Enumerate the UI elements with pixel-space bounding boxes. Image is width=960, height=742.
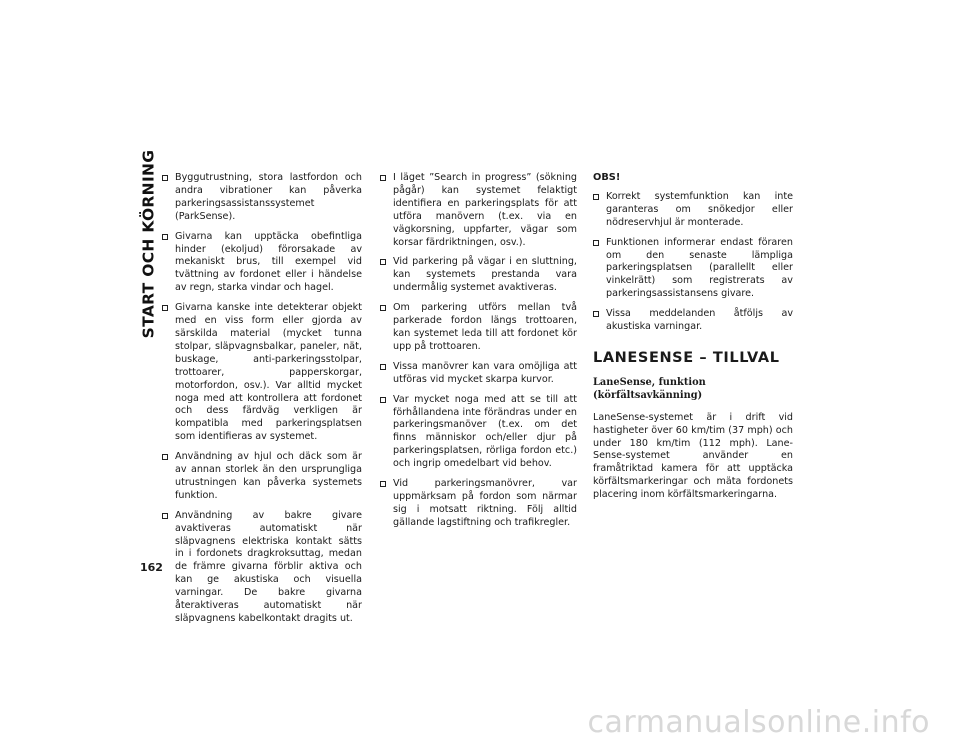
checkbox-bullet-icon [162,454,168,460]
bullet-item: Korrekt systemfunktion kan inte garanteras om snökedjor eller nödreservhjul är monterade. [593,191,793,230]
bullet-item: Om parkering utförs mellan två parkerade fordon längs trottoaren, kan systemet leda till att fordonet kör upp på trottoaren. [380,302,577,354]
subsection-heading: LaneSense, funktion (körfältsavkänning) [593,376,706,401]
checkbox-bullet-icon [162,305,168,311]
checkbox-bullet-icon [380,397,386,403]
column-2 [380,172,577,537]
bullet-item: Vissa meddelanden åtföljs av akustiska varningar. [593,308,793,334]
bullet-item: Var mycket noga med att se till att förhållandena inte förändras under en parkeringsmanöver (t.ex. om det finns människor och/eller djur på parkeringsplatsen, rörliga fordon etc.) och ingrip omedelbart vid behov. [380,394,577,471]
checkbox-bullet-icon [380,364,386,370]
bullet-item: Vid parkeringsmanövrer, var uppmärksam på fordon som närmar sig i motsatt riktning. Följ alltid gällande lagstiftning och trafikregler. [380,478,577,530]
checkbox-bullet-icon [593,311,599,317]
bullet-item: I läget ”Search in progress” (sökning pågår) kan systemet felaktigt identifiera en parkeringsplats för att utföra manövern (t.ex. via en vägkorsning, uppfarter, vägar som korsar färdriktningen, osv.). [380,172,577,249]
note-label: OBS! [593,172,621,183]
checkbox-bullet-icon [162,513,168,519]
checkbox-bullet-icon [380,175,386,181]
page-number: 162 [140,561,163,574]
body-paragraph: LaneSense-systemet är i drift vid hastigheter över 60 km/tim (37 mph) och under 180 km/tim (112 mph). LaneSense-systemet använder en framåtriktad kamera för att upptäcka körfältsmarkeringar och mäta fordonets placering inom körfältsmarkeringarna. [593,411,793,501]
checkbox-bullet-icon [380,259,386,265]
checkbox-bullet-icon [162,175,168,181]
section-title: START OCH KÖRNING [139,149,157,339]
bullet-item: Givarna kan upptäcka obefintliga hinder (ekoljud) förorsakade av mekaniskt brus, till exempel vid tvättning av fordonet eller i händelse av regn, starka vindar och hagel. [162,231,362,296]
bullet-item: Byggutrustning, stora lastfordon och andra vibrationer kan påverka parkeringsassistanssystemet (ParkSense). [162,172,362,224]
watermark: carmanualsonline.info [587,705,930,740]
bullet-item: Funktionen informerar endast föraren om den senaste lämpliga parkeringsplatsen (parallellt eller vinkelrätt) som registrerats av parkeringsassistansens givare. [593,237,793,302]
checkbox-bullet-icon [593,240,599,246]
checkbox-bullet-icon [593,194,599,200]
bullet-item: Vid parkering på vägar i en sluttning, kan systemets prestanda vara undermålig systemet avaktiveras. [380,256,577,295]
bullet-item: Användning av hjul och däck som är av annan storlek än den ursprungliga utrustningen kan påverka systemets funktion. [162,451,362,503]
checkbox-bullet-icon [380,305,386,311]
section-heading: LANESENSE – TILLVAL [593,349,780,366]
checkbox-bullet-icon [162,234,168,240]
column-3 [593,172,793,502]
bullet-item: Användning av bakre givare avaktiveras automatiskt när släpvagnens elektriska kontakt sätts in i fordonets dragkroksuttag, medan de främre givarna förblir aktiva och kan ge akustiska och visuella varningar. De bakre givarna återaktiveras automatiskt när släpvagnens kabelkontakt dragits ut. [162,510,362,626]
bullet-item: Givarna kanske inte detekterar objekt med en viss form eller gjorda av särskilda material (mycket tunna stolpar, släpvagnsbalkar, paneler, nät, buskage, anti-parkeringsstolpar, trottoarer, papperskorgar, motorfordon, osv.). Var alltid mycket noga med att kontrollera att fordonet och dess färdväg verkligen är kompatibla med parkeringsplatsen som identifieras av systemet. [162,302,362,444]
checkbox-bullet-icon [380,481,386,487]
column-1 [162,172,362,633]
section-side-tab [135,149,161,339]
bullet-item: Vissa manövrer kan vara omöjliga att utföras vid mycket skarpa kurvor. [380,361,577,387]
